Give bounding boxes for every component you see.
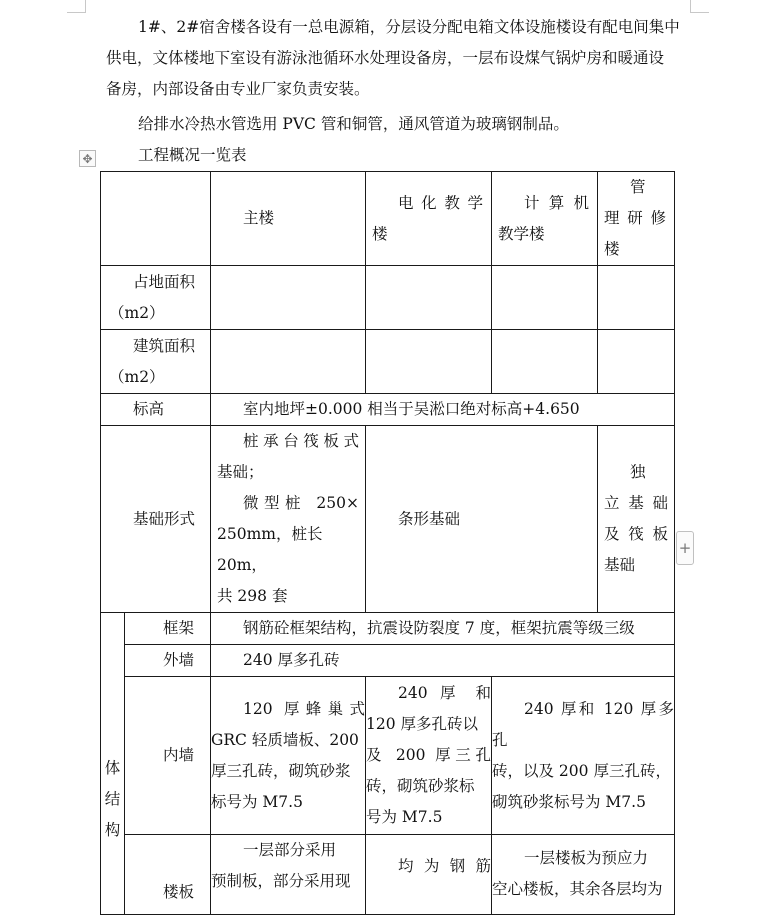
foundation-strip: 条形基础 [366, 426, 598, 613]
elevation-label: 标高 [101, 394, 211, 426]
pipe-line: 给排水冷热水管选用 PVC 管和铜管，通风管道为玻璃钢制品。 [138, 115, 569, 133]
foundation-label: 基础形式 [101, 426, 211, 613]
inner-wall-main: 120 厚蜂巢式 GRC 轻质墙板、200 厚三孔砖，砌筑砂浆 标号为 M7.5 [211, 677, 366, 835]
table-caption [106, 140, 686, 171]
intro-line-2: 供电，文体楼地下室设有游泳池循环水处理设备房，一层布设煤气锅炉房和暖通设 [106, 49, 665, 67]
building-area-row [101, 330, 675, 394]
elevation-row [101, 394, 675, 426]
land-area-computer [492, 266, 598, 330]
header-main-building: 主楼 [211, 172, 366, 266]
building-area-management [598, 330, 675, 394]
intro-line-3: 备房，内部设备由专业厂家负责安装。 [106, 80, 370, 98]
building-area-main [211, 330, 366, 394]
land-area-main [211, 266, 366, 330]
header-empty-cell [101, 172, 211, 266]
header-management-training-building: 管 理 研 修 楼 [598, 172, 675, 266]
outer-wall-row [101, 645, 675, 677]
frame-row [101, 613, 675, 645]
structure-group-label: 体 结 构 [101, 613, 125, 915]
pipe-paragraph [106, 109, 686, 140]
inner-wall-other-buildings: 240 厚和 120 厚多孔 砖，以及 200 厚三孔砖， 砌筑砂浆标号为 M7.5 [492, 677, 675, 835]
project-overview-table [100, 171, 675, 915]
inner-wall-label: 内墙 [125, 677, 211, 835]
table-header-row [101, 172, 675, 266]
land-area-electrified [366, 266, 492, 330]
table-add-row-icon[interactable]: + [676, 531, 694, 565]
inner-wall-electrified: 240 厚 和 120 厚多孔砖以 及 200 厚三孔 砖，砌筑砂浆标 号为 M7.5 [366, 677, 492, 835]
land-area-row [101, 266, 675, 330]
foundation-main: 桩承台筏板式 基础； 微型桩 250× 250mm，桩长 20m， 共 298 套 [211, 426, 366, 613]
table-caption-text: 工程概况一览表 [138, 146, 247, 164]
building-area-label: 建筑面积 （m2） [101, 330, 211, 394]
elevation-value: 室内地坪±0.000 相当于吴淞口绝对标高+4.650 [211, 394, 675, 426]
land-area-label: 占地面积 （m2） [101, 266, 211, 330]
outer-wall-label: 外墙 [125, 645, 211, 677]
foundation-management: 独 立 基 础 及 筏 板 基础 [598, 426, 675, 613]
floor-slab-row [101, 835, 675, 915]
header-electrified-teaching-building: 电 化 教 学 楼 [366, 172, 492, 266]
page-corner-mark-left [67, 0, 86, 13]
intro-line-1: 1#、2#宿舍楼各设有一总电源箱，分层设分配电箱文体设施楼设有配电间集中 [138, 18, 680, 36]
foundation-row [101, 426, 675, 613]
outer-wall-value: 240 厚多孔砖 [211, 645, 675, 677]
floor-slab-label: 楼板 [125, 835, 211, 915]
inner-wall-row [101, 677, 675, 835]
frame-label: 框架 [125, 613, 211, 645]
intro-paragraph [106, 12, 686, 105]
building-area-electrified [366, 330, 492, 394]
floor-slab-main: 一层部分采用 预制板，部分采用现 [211, 835, 366, 915]
frame-value: 钢筋砼框架结构，抗震设防裂度 7 度，框架抗震等级三级 [211, 613, 675, 645]
building-area-computer [492, 330, 598, 394]
floor-slab-electrified: 均 为 钢 筋 [366, 835, 492, 915]
land-area-management [598, 266, 675, 330]
table-move-handle-icon[interactable]: ✥ [79, 150, 96, 167]
header-computer-teaching-building: 计 算 机 教学楼 [492, 172, 598, 266]
floor-slab-other-buildings: 一层楼板为预应力 空心楼板，其余各层均为 [492, 835, 675, 915]
page-corner-mark-right [690, 0, 709, 13]
